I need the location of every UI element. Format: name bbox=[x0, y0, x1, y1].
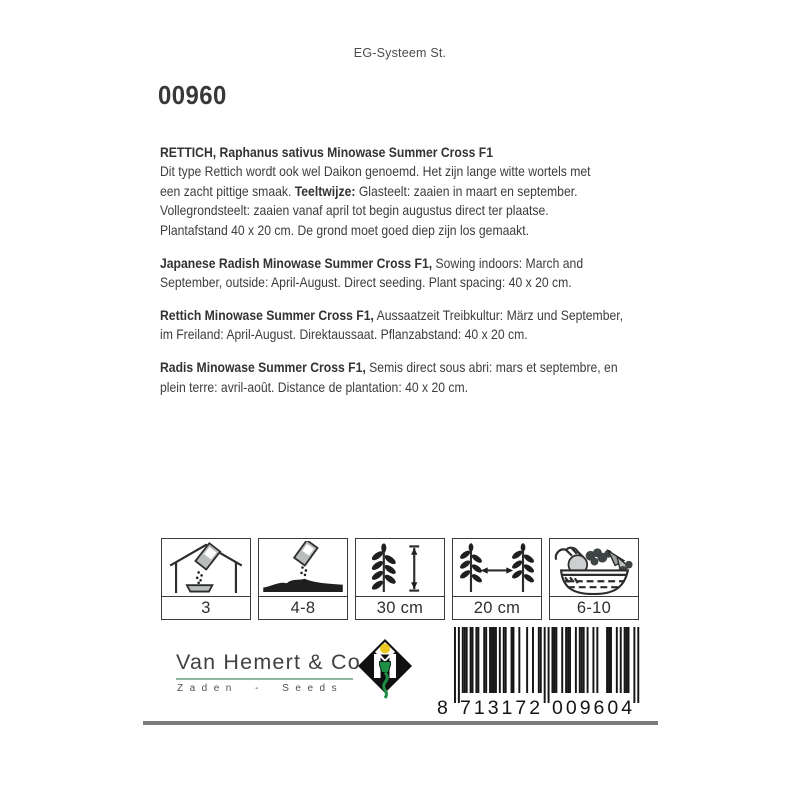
paragraph: Rettich Minowase Summer Cross F1, Aussaatzeit Treibkultur: März und September, im Freiland: April-August. Direktaussaat. Pflanzabstand: 40 x 20 cm. bbox=[160, 306, 624, 343]
icon-box-sow-under-glass bbox=[161, 538, 251, 620]
barcode-digits-group2: 009604 bbox=[552, 697, 636, 719]
icon-label: 3 bbox=[162, 596, 250, 619]
barcode-icon bbox=[454, 627, 640, 705]
icon-box-harvest-period bbox=[549, 538, 639, 620]
barcode-digits-group1: 713172 bbox=[460, 697, 544, 719]
icon-label: 6-10 bbox=[550, 596, 638, 619]
icon-label: 4-8 bbox=[259, 596, 347, 619]
paragraph: RETTICH, Raphanus sativus Minowase Summer Cross F1 Dit type Rettich wordt ook wel Daikon genoemd. Het zijn lange witte wortels met een zacht pittige smaak. Teeltwijze: Glasteelt: zaaien in maart en september. Vollegrondsteelt: zaaien vanaf april tot begin augustus direct ter plaatse. Plantafstand 40 x 20 cm. De grond moet goed diep zijn los gemaakt. bbox=[160, 144, 591, 238]
icon-label: 30 cm bbox=[356, 596, 444, 619]
paragraph: Japanese Radish Minowase Summer Cross F1, Sowing indoors: March and September, outside: April-August. Direct seeding. Plant spacing: 40 x 20 cm. bbox=[160, 254, 584, 290]
icon-box-sow-outdoors bbox=[258, 538, 348, 620]
sow-under-glass-icon bbox=[162, 539, 250, 596]
brand-tagline: Zaden - Seeds bbox=[177, 683, 344, 694]
harvest-period-icon bbox=[550, 539, 638, 596]
paragraphs bbox=[160, 143, 660, 410]
icon-box-plant-height bbox=[355, 538, 445, 620]
header-note: EG-Systeem St. bbox=[353, 46, 447, 60]
icon-label: 20 cm bbox=[453, 596, 541, 619]
article-number: 00960 bbox=[158, 80, 227, 110]
icon-box-plant-spacing bbox=[452, 538, 542, 620]
brand-diamond-logo-icon bbox=[355, 636, 415, 704]
plant-spacing-icon bbox=[453, 539, 541, 596]
bottom-rule bbox=[143, 721, 658, 725]
brand-name: Van Hemert & Co bbox=[176, 650, 361, 674]
pictogram-row bbox=[161, 538, 639, 620]
paragraph: Radis Minowase Summer Cross F1, Semis direct sous abri: mars et septembre, en plein terre: avril-août. Distance de plantation: 40 x 20 cm. bbox=[160, 359, 618, 395]
barcode-lead-digit: 8 bbox=[437, 697, 448, 719]
sow-outdoors-icon bbox=[259, 539, 347, 596]
brand-rule bbox=[176, 678, 353, 680]
plant-height-icon bbox=[356, 539, 444, 596]
